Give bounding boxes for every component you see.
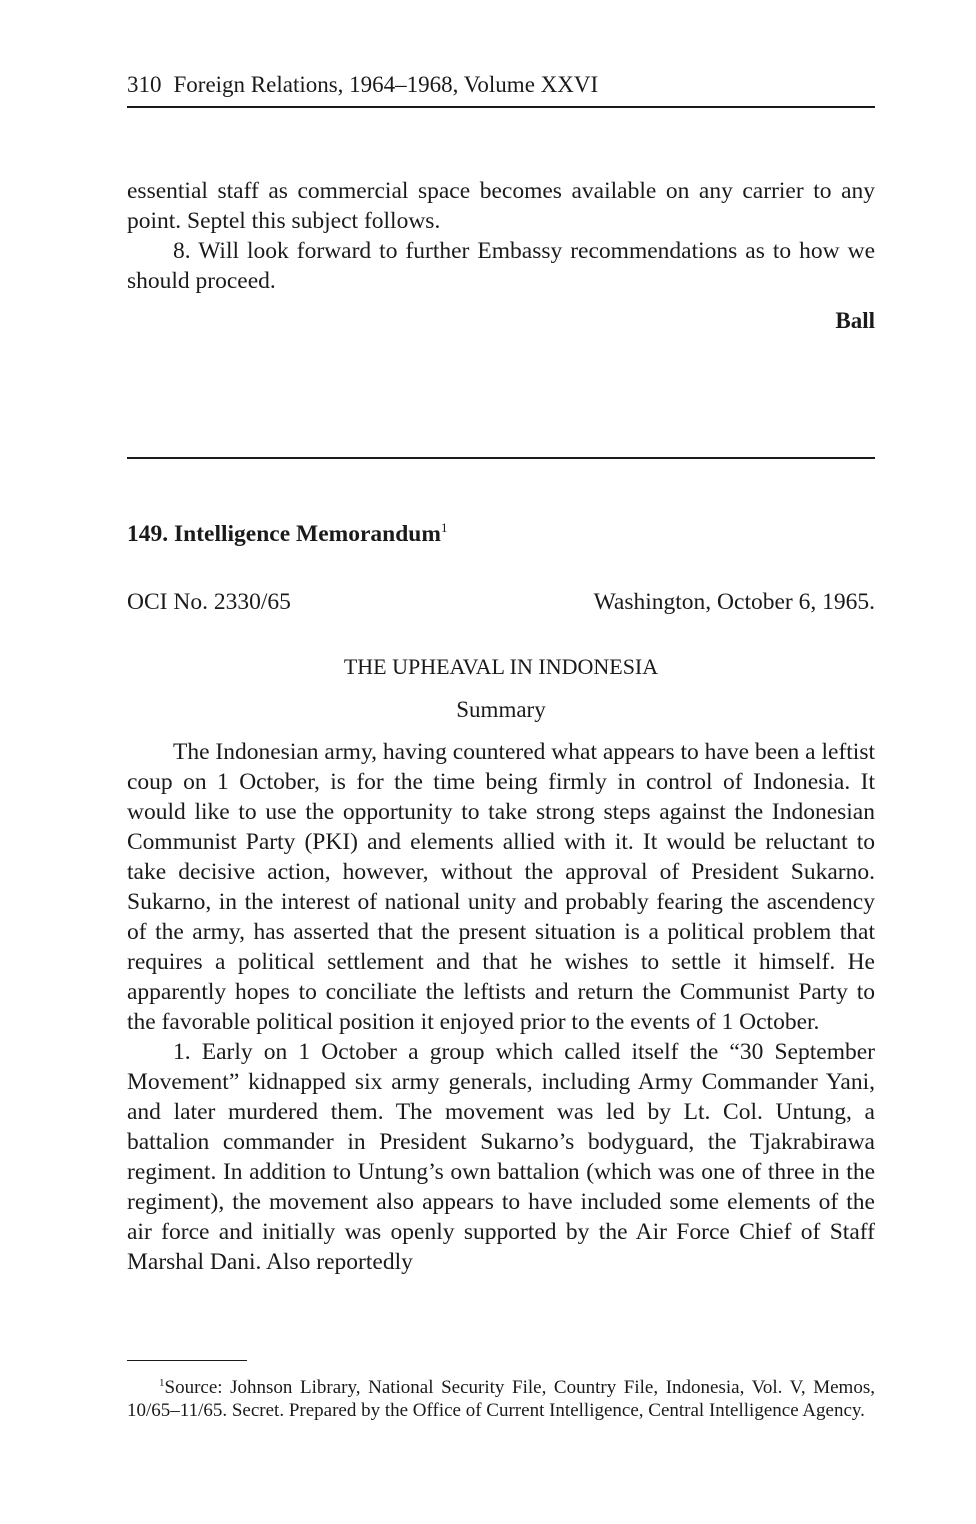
page-number: 310 <box>127 72 162 97</box>
running-head <box>127 70 875 108</box>
reference-number: OCI No. 2330/65 <box>127 589 291 615</box>
document-title: THE UPHEAVAL IN INDONESIA <box>343 654 659 679</box>
footnote <box>127 1372 875 1422</box>
section-divider <box>127 457 875 459</box>
memo-paragraph: The Indonesian army, having countered what appears to have been a leftist coup on 1 October, is for the time being firmly in control of Indonesia. It would like to use the opportunity to take strong steps against the Indonesian Communist Party (PKI) and elements allied with it. It would be reluctant to take decisive action, however, without the approval of President Sukarno. Sukarno, in the interest of national unity and probably fearing the ascendency of the army, has asserted that the present situation is a political problem that requires a political settlement and that he wishes to settle it himself. He apparently hopes to conciliate the leftists and return the Communist Party to the favorable political position it enjoyed prior to the events of 1 October. <box>127 739 875 1035</box>
document-page <box>127 70 875 1421</box>
signature: Ball <box>835 308 875 333</box>
footnote-divider <box>127 1360 247 1361</box>
previous-document-text <box>127 176 875 336</box>
footnote-number: 1 <box>159 1377 165 1389</box>
memo-body <box>127 737 875 1277</box>
document-subtitle: Summary <box>456 697 546 722</box>
document-meta <box>127 587 875 617</box>
footnote-marker: 1 <box>440 520 448 535</box>
footnote-text: Source: Johnson Library, National Security File, Country File, Indonesia, Vol. V, Memos, 10/65–11/65. Secret. Prepared by the Office of Current Intelligence, Central Intelligence Agency. <box>127 1377 875 1421</box>
document-heading <box>127 513 447 549</box>
document-number: 149. <box>127 521 169 547</box>
memo-paragraph: 1. Early on 1 October a group which called itself the “30 September Movement” kidnapped six army generals, including Army Commander Yani, and later murdered them. The movement was led by Lt. Col. Untung, a battalion commander in President Sukarno’s bodyguard, the Tjakrabirawa regiment. In addition to Untung’s own battalion (which was one of three in the regiment), the movement also appears to have included some elements of the air force and initially was openly supported by the Air Force Chief of Staff Marshal Dani. Also reportedly <box>127 1039 875 1275</box>
place-date: Washington, October 6, 1965. <box>593 589 875 615</box>
document-heading-text: Intelligence Memorandum <box>174 521 441 547</box>
previous-paragraph: essential staff as commercial space becomes available on any carrier to any point. Septel this subject follows. <box>127 178 875 234</box>
previous-paragraph: 8. Will look forward to further Embassy recommendations as to how we should proceed. <box>127 238 875 294</box>
volume-title: Foreign Relations, 1964–1968, Volume XXVI <box>173 72 599 97</box>
